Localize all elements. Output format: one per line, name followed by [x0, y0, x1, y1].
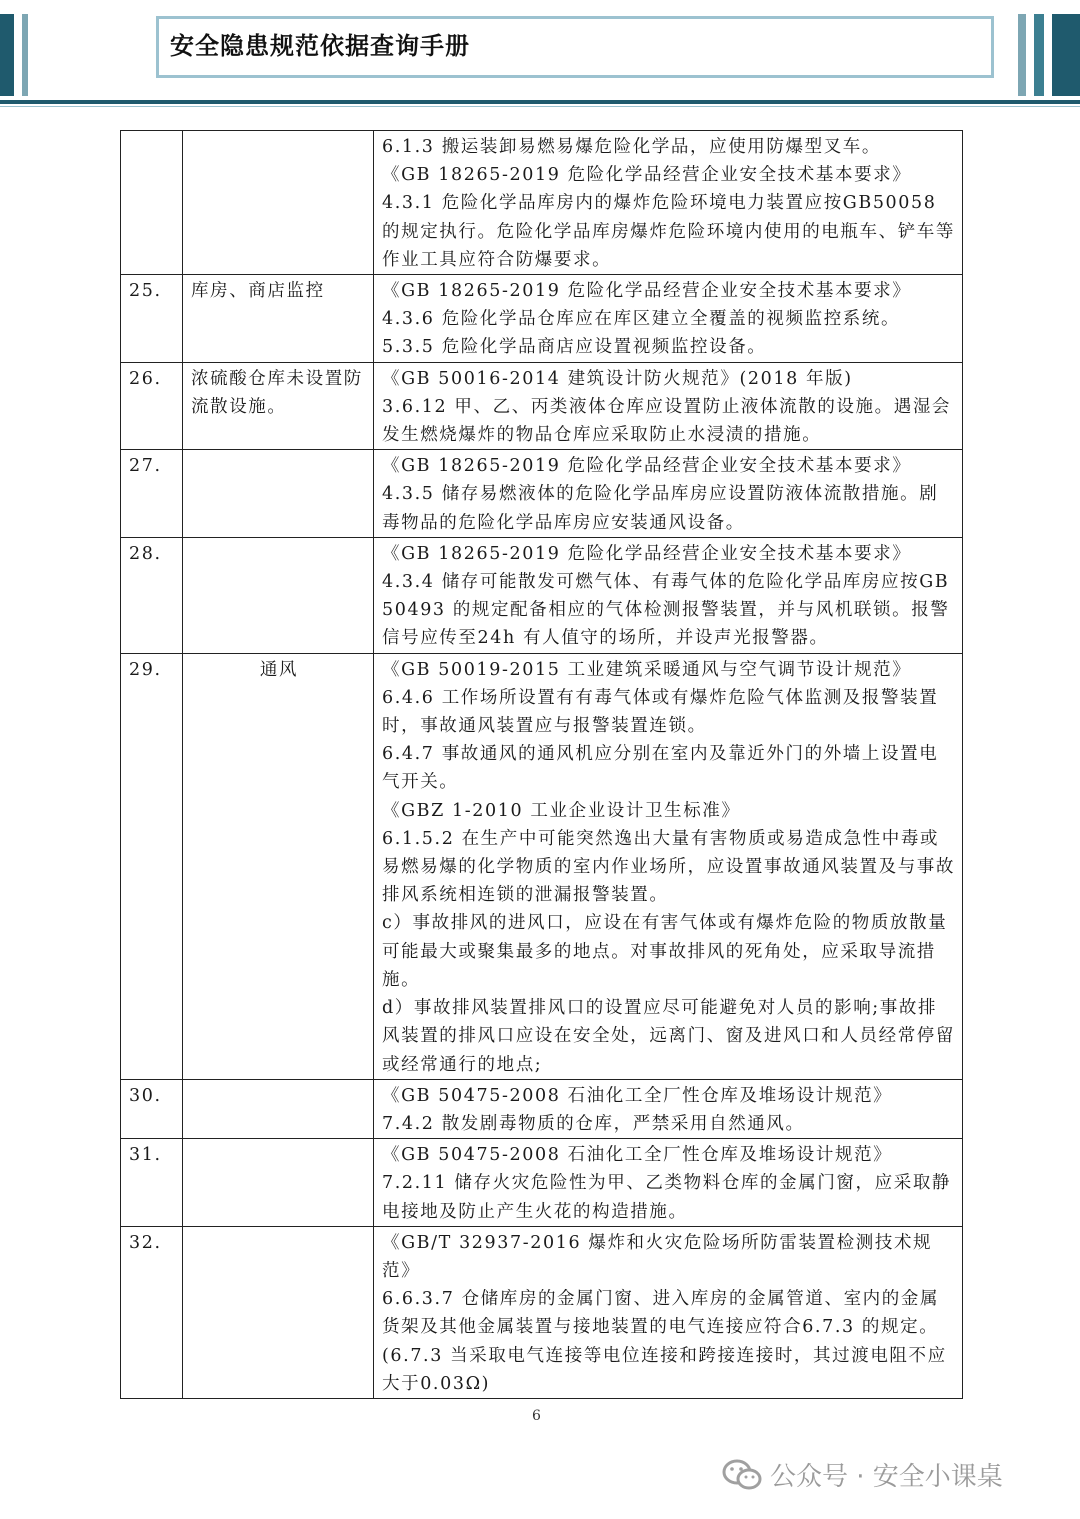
table-row	[121, 1079, 963, 1138]
row-number	[121, 131, 183, 275]
header-divider	[0, 100, 1080, 104]
hazard-item	[183, 450, 374, 538]
regulation-text: 《GB 50016-2014 建筑设计防火规范》(2018 年版)	[382, 368, 853, 389]
regulation-text: 6.6.3.7 仓储库房的金属门窗、进入库房的金属管道、室内的金属货架及其他金属装置与接地装置的电气连接应符合6.7.3 的规定。(6.7.3 当采取电气连接等电位连接和跨接连接时，其过渡电阻不应大于0.03Ω)	[382, 1289, 947, 1394]
row-number: 31.	[121, 1139, 183, 1227]
hazard-item: 库房、商店监控	[183, 275, 374, 363]
row-number: 30.	[121, 1079, 183, 1138]
wechat-icon	[722, 1458, 762, 1492]
row-number: 29.	[121, 653, 183, 1079]
regulation-text: 《GB 18265-2019 危险化学品经营企业安全技术基本要求》	[382, 543, 912, 564]
regulation-text: 《GB 50019-2015 工业建筑采暖通风与空气调节设计规范》	[382, 659, 912, 680]
table-row	[121, 1139, 963, 1227]
hazard-item	[183, 1079, 374, 1138]
header-decoration-bar	[22, 14, 28, 96]
regulation-basis	[374, 653, 963, 1079]
hazard-item	[183, 131, 374, 275]
regulation-text: 4.3.4 储存可能散发可燃气体、有毒气体的危险化学品库房应按GB50493 的规定配备相应的气体检测报警装置，并与风机联锁。报警信号应传至24h 有人值守的场所，并设声光报警器。	[382, 572, 950, 649]
regulation-text: 7.2.11 储存火灾危险性为甲、乙类物料仓库的金属门窗，应采取静电接地及防止产生火花的构造措施。	[382, 1173, 952, 1222]
table-row	[121, 653, 963, 1079]
header-divider-thin	[0, 106, 1080, 107]
regulation-table	[120, 130, 963, 1399]
regulation-text: 《GB 18265-2019 危险化学品经营企业安全技术基本要求》	[382, 165, 912, 186]
regulation-basis	[374, 1226, 963, 1398]
regulation-text: d）事故排风装置排风口的设置应尽可能避免对人员的影响;事故排风装置的排风口应设在安全处，远离门、窗及进风口和人员经常停留或经常通行的地点;	[382, 998, 955, 1075]
header-decoration-bar	[1052, 14, 1080, 96]
regulation-basis	[374, 450, 963, 538]
watermark-text: 公众号 · 安全小课桌	[770, 1462, 1003, 1492]
hazard-item	[183, 537, 374, 653]
table-row	[121, 275, 963, 363]
row-number: 27.	[121, 450, 183, 538]
regulation-text: 6.1.3 搬运装卸易燃易爆危险化学品，应使用防爆型叉车。	[382, 137, 881, 157]
page-title: 安全隐患规范依据查询手册	[170, 32, 470, 60]
regulation-basis	[374, 362, 963, 450]
hazard-item	[183, 1226, 374, 1398]
regulation-text: 6.1.5.2 在生产中可能突然逸出大量有害物质或易造成急性中毒或易燃易爆的化学物质的室内作业场所，应设置事故通风装置及与事故排风系统相连锁的泄漏报警装置。	[382, 828, 955, 906]
row-number: 32.	[121, 1226, 183, 1398]
regulation-text: 《GB 50475-2008 石油化工全厂性仓库及堆场设计规范》	[382, 1145, 893, 1166]
regulation-text: 《GBZ 1-2010 工业企业设计卫生标准》	[382, 800, 741, 821]
hazard-item	[183, 1139, 374, 1227]
regulation-text: 4.3.1 危险化学品库房内的爆炸危险环境电力装置应按GB50058 的规定执行。危险化学品库房爆炸危险环境内使用的电瓶车、铲车等作业工具应符合防爆要求。	[382, 193, 955, 270]
table-row	[121, 131, 963, 275]
regulation-basis	[374, 1139, 963, 1227]
regulation-basis	[374, 131, 963, 275]
header-decoration-bar	[1018, 14, 1026, 96]
table-row	[121, 450, 963, 538]
header-decoration-bar	[1034, 14, 1044, 96]
regulation-text: 7.4.2 散发剧毒物质的仓库，严禁采用自然通风。	[382, 1113, 805, 1134]
header-decoration-bar	[0, 14, 14, 96]
regulation-text: 《GB 18265-2019 危险化学品经营企业安全技术基本要求》	[382, 456, 912, 477]
watermark	[722, 1456, 1003, 1493]
regulation-text: 3.6.12 甲、乙、丙类液体仓库应设置防止液体流散的设施。遇湿会发生燃烧爆炸的物品仓库应采取防止水浸渍的措施。	[382, 396, 952, 446]
row-number: 28.	[121, 537, 183, 653]
regulation-text: 4.3.6 危险化学品仓库应在库区建立全覆盖的视频监控系统。	[382, 309, 901, 330]
regulation-basis	[374, 537, 963, 653]
regulation-text: c）事故排风的进风口，应设在有害气体或有爆炸危险的物质放散量可能最大或聚集最多的地点。对事故排风的死角处，应采取导流措施。	[382, 913, 948, 990]
regulation-text: 《GB/T 32937-2016 爆炸和火灾危险场所防雷装置检测技术规范》	[382, 1232, 933, 1281]
regulation-text: 6.4.6 工作场所设置有有毒气体或有爆炸危险气体监测及报警装置时，事故通风装置应与报警装置连锁。	[382, 687, 939, 737]
page-number: 6	[532, 1408, 541, 1424]
regulation-text: 6.4.7 事故通风的通风机应分别在室内及靠近外门的外墙上设置电气开关。	[382, 744, 939, 793]
regulation-basis	[374, 1079, 963, 1138]
regulation-text: 《GB 50475-2008 石油化工全厂性仓库及堆场设计规范》	[382, 1085, 893, 1106]
row-number: 25.	[121, 275, 183, 363]
table-row	[121, 362, 963, 450]
hazard-item: 浓硫酸仓库未设置防流散设施。	[183, 362, 374, 450]
table-row	[121, 1226, 963, 1398]
regulation-basis	[374, 275, 963, 363]
regulation-text: 《GB 18265-2019 危险化学品经营企业安全技术基本要求》	[382, 281, 912, 302]
regulation-text: 5.3.5 危险化学品商店应设置视频监控设备。	[382, 337, 767, 358]
row-number: 26.	[121, 362, 183, 450]
table-row	[121, 537, 963, 653]
hazard-item: 通风	[183, 653, 374, 1079]
regulation-text: 4.3.5 储存易燃液体的危险化学品库房应设置防液体流散措施。剧毒物品的危险化学品库房应安装通风设备。	[382, 484, 939, 533]
